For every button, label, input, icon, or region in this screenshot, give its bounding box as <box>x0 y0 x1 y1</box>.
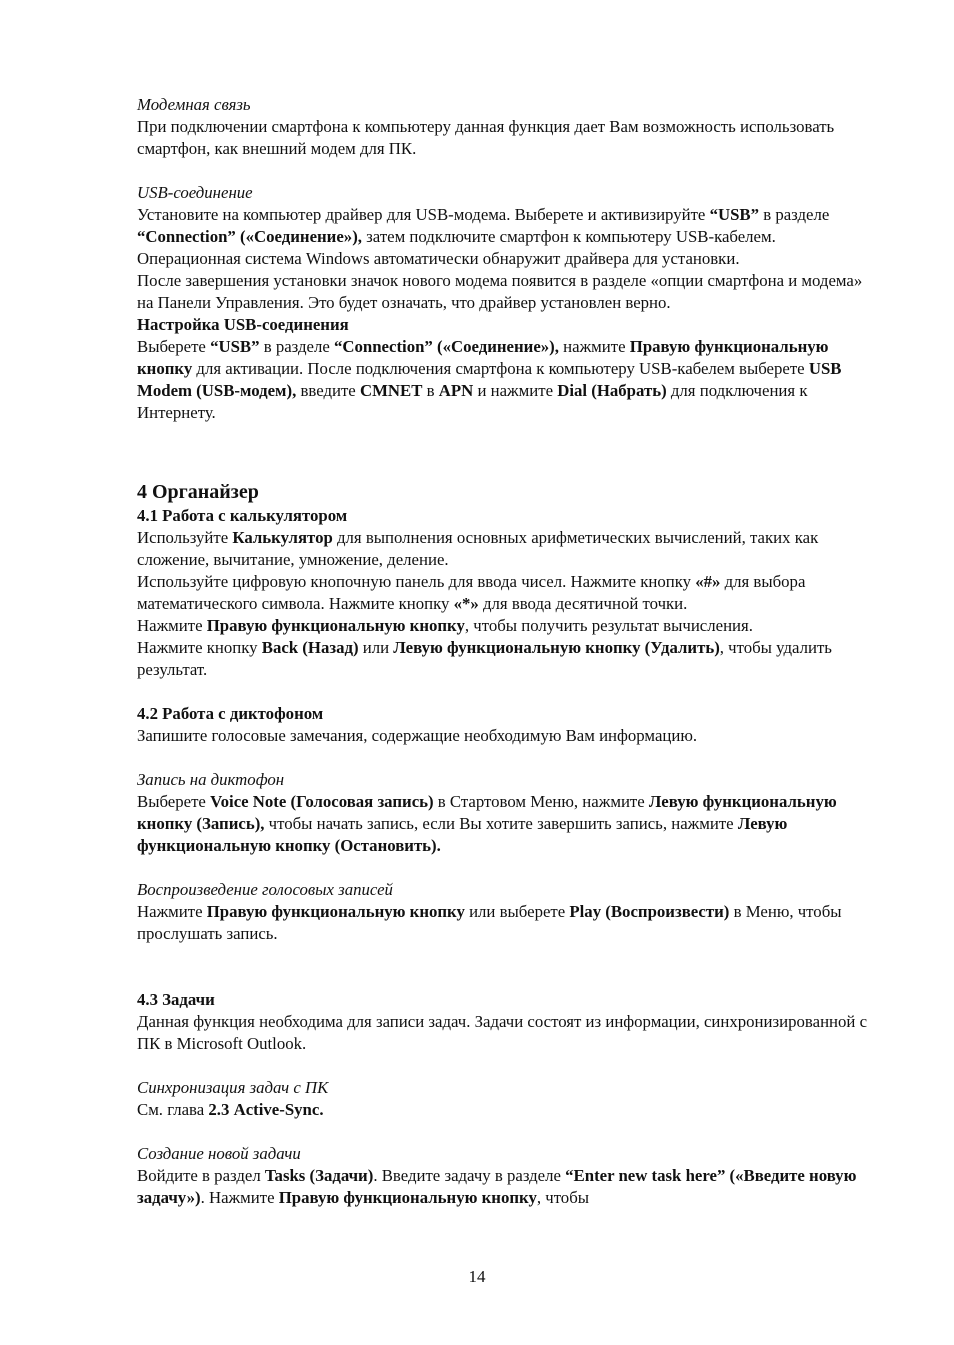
modem-paragraph: При подключении смартфона к компьютеру данная функция дает Вам возможность использовать смартфон, как внешний модем для ПК. <box>137 117 835 158</box>
record-subheading: Запись на диктофон <box>137 770 285 789</box>
calculator-paragraph-1: Используйте Калькулятор для выполнения основных арифметических вычислений, таких как сложение, вычитание, умножение, деление. <box>137 528 819 569</box>
page-content <box>137 94 882 1209</box>
usb-heading: USB-соединение <box>137 183 253 202</box>
usb-paragraph-2: После завершения установки значок нового модема появится в разделе «опции смартфона и модема» на Панели Управления. Это будет означать, что драйвер установлен верно. <box>137 271 863 312</box>
calculator-paragraph-3: Нажмите Правую функциональную кнопку, чтобы получить результат вычисления. <box>137 616 753 635</box>
calculator-paragraph-4: Нажмите кнопку Back (Назад) или Левую функциональную кнопку (Удалить), чтобы удалить результат. <box>137 638 832 679</box>
record-paragraph: Выберете Voice Note (Голосовая запись) в Стартовом Меню, нажмите Левую функциональную кнопку (Запись), чтобы начать запись, если Вы хотите завершить запись, нажмите Левую функциональную кнопку (Остановить). <box>137 792 837 855</box>
recorder-paragraph: Запишите голосовые замечания, содержащие необходимую Вам информацию. <box>137 726 698 745</box>
recorder-heading: 4.2 Работа с диктофоном <box>137 704 324 723</box>
new-task-subheading: Создание новой задачи <box>137 1144 301 1163</box>
usb-setup-heading: Настройка USB-соединения <box>137 315 349 334</box>
usb-paragraph-1: Установите на компьютер драйвер для USB-модема. Выберете и активизируйте “USB” в разделе “Connection” («Соединение»), затем подключите смартфон к компьютеру USB-кабелем. Операционная система Windows автоматически обнаружит драйвера для установки. <box>137 205 830 268</box>
tasks-sync-paragraph: См. глава 2.3 Active-Sync. <box>137 1100 324 1119</box>
usb-setup-paragraph: Выберете “USB” в разделе “Connection” («Соединение»), нажмите Правую функциональную кнопку для активации. После подключения смартфона к компьютеру USB-кабелем выберете USB Modem (USB-модем), введите CMNET в APN и нажмите Dial (Набрать) для подключения к Интернету. <box>137 337 842 422</box>
tasks-heading: 4.3 Задачи <box>137 990 215 1009</box>
tasks-paragraph: Данная функция необходима для записи задач. Задачи состоят из информации, синхронизированной с ПК в Microsoft Outlook. <box>137 1012 868 1053</box>
page-number: 14 <box>468 1267 486 1286</box>
modem-heading: Модемная связь <box>137 95 251 114</box>
new-task-paragraph: Войдите в раздел Tasks (Задачи). Введите задачу в разделе “Enter new task here” («Введите новую задачу»). Нажмите Правую функциональную кнопку, чтобы <box>137 1166 857 1207</box>
calculator-heading: 4.1 Работа с калькулятором <box>137 506 348 525</box>
playback-subheading: Воспроизведение голосовых записей <box>137 880 393 899</box>
calculator-paragraph-2: Используйте цифровую кнопочную панель для ввода чисел. Нажмите кнопку «#» для выбора математического символа. Нажмите кнопку «*» для ввода десятичной точки. <box>137 572 806 613</box>
organizer-heading: 4 Органайзер <box>137 481 259 503</box>
playback-paragraph: Нажмите Правую функциональную кнопку или выберете Play (Воспроизвести) в Меню, чтобы прослушать запись. <box>137 902 842 943</box>
tasks-sync-subheading: Синхронизация задач с ПК <box>137 1078 329 1097</box>
